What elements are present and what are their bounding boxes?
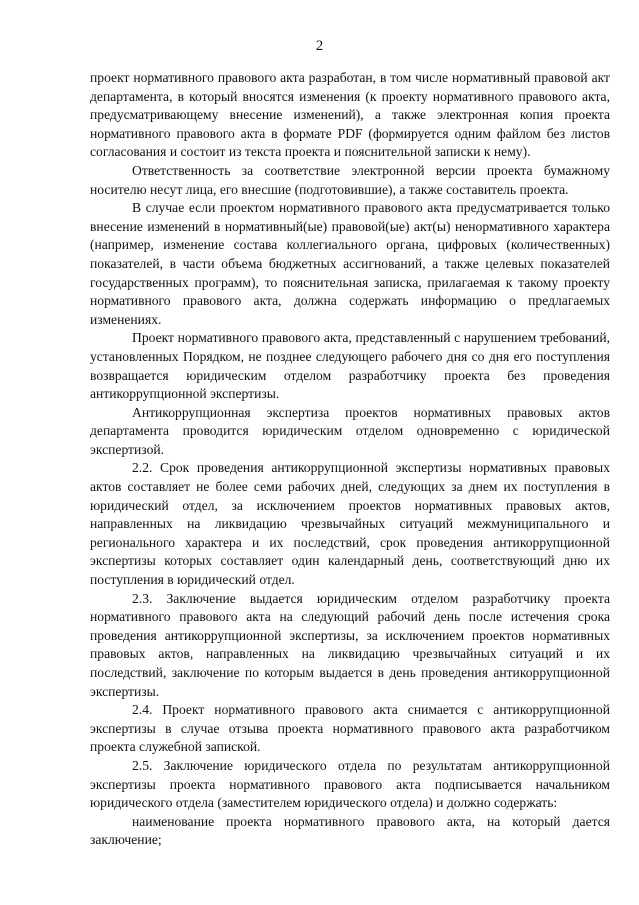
document-body xyxy=(90,69,610,850)
paragraph-anticorruption-expertise: Антикоррупционная экспертиза проектов нормативных правовых актов департамента проводится юридическим отделом одновременно с юридической экспертизой. xyxy=(90,404,610,457)
paragraph-return-project: Проект нормативного правового акта, представленный с нарушением требований, установленных Порядком, не позднее следующего рабочего дня со дня его поступления возвращается юридическим отделом разработчику проекта без проведения антикоррупционной экспертизы. xyxy=(90,330,610,402)
paragraph-responsibility: Ответственность за соответствие электронной версии проекта бумажному носителю несут лица, его внесшие (подготовившие), а также составитель проекта. xyxy=(90,162,610,197)
page-number: 2 xyxy=(315,38,324,54)
paragraph-list-item-name: наименование проекта нормативного правового акта, на который дается заключение; xyxy=(90,813,610,848)
paragraph-amendments-note: В случае если проектом нормативного правового акта предусматривается только внесение изменений в нормативный(ые) правовой(ые) акт(ы) ненормативного характера (например, изменение состава коллегиального органа, цифровых (количественных) показателей, в части объема бюджетных ассигнований, а также целевых показателей государственных программ), то пояснительная записка, прилагаемая к такому проекту нормативного правового акта, должна содержать информацию о предлагаемых изменениях. xyxy=(90,200,610,327)
paragraph-2-2: 2.2. Срок проведения антикоррупционной экспертизы нормативных правовых актов составляет не более семи рабочих дней, следующих за днем их поступления в юридический отдел, за исключением проектов нормативных правовых актов, направленных на ликвидацию чрезвычайных ситуаций межмуниципального и регионального характера и их последствий, срок проведения антикоррупционной экспертизы которых составляет один календарный день, соответствующий дню их поступления в юридический отдел. xyxy=(90,460,610,588)
paragraph-2-3: 2.3. Заключение выдается юридическим отделом разработчику проекта нормативного правового акта на следующий рабочий день после истечения срока проведения антикоррупционной экспертизы, за исключением проектов нормативных правовых актов, направленных на ликвидацию чрезвычайных ситуаций и их последствий, заключение по которым выдается в день проведения антикоррупционной экспертизы. xyxy=(90,590,610,699)
paragraph-2-4: 2.4. Проект нормативного правового акта снимается с антикоррупционной экспертизы в случае отзыва проекта нормативного правового акта разработчиком проекта служебной запиской. xyxy=(90,702,610,755)
paragraph-2-5: 2.5. Заключение юридического отдела по результатам антикоррупционной экспертизы проекта нормативного правового акта подписывается начальником юридического отдела (заместителем юридического отдела) и должно содержать: xyxy=(90,757,610,811)
paragraph-continuation: проект нормативного правового акта разработан, в том числе нормативный правовой акт департамента, в который вносятся изменения (к проекту нормативного правового акта, предусматривающему внесение изменений), а также электронная копия проекта нормативного правового акта в формате PDF (формируется одним файлом без листов согласования и состоит из текста проекта и пояснительной записки к нему). xyxy=(90,70,610,160)
